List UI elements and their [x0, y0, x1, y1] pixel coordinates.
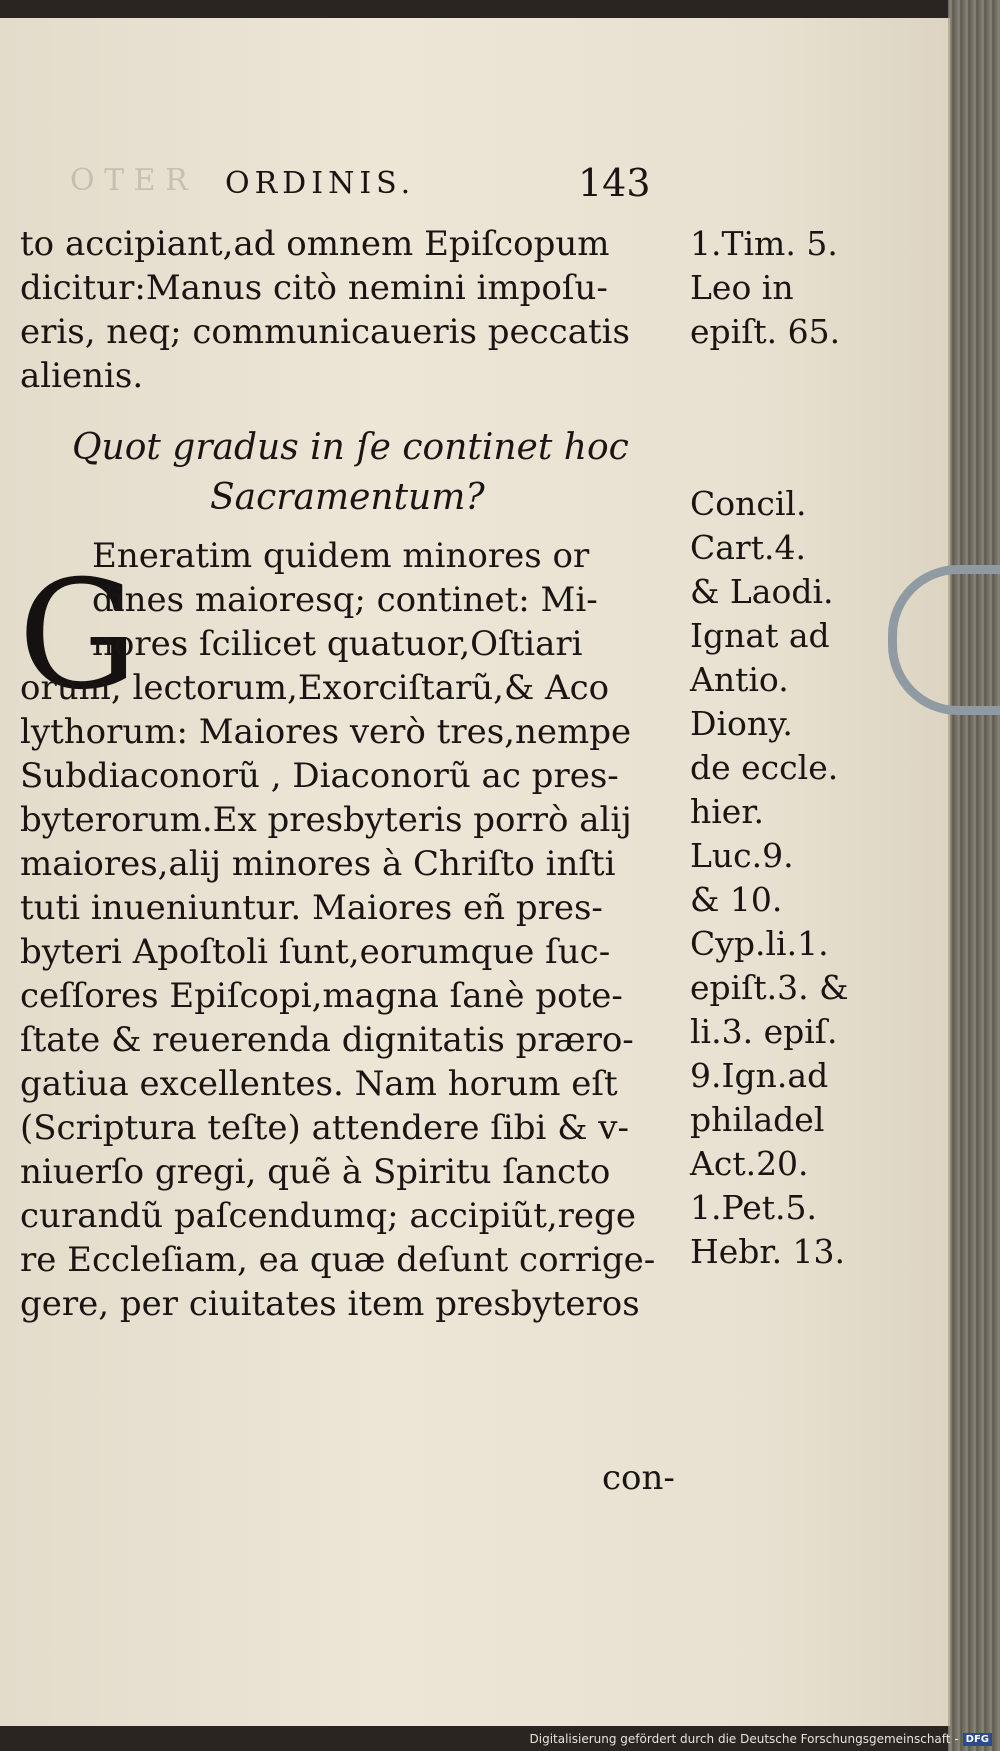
text-line: byterorum.Ex presbyteris porrò alij	[20, 800, 632, 840]
digitization-credit	[530, 1729, 993, 1749]
text-line: niuerſo gregi, quẽ à Spiritu ſancto	[20, 1152, 611, 1192]
margin-note: Diony.	[690, 704, 793, 743]
section-heading: Sacramentum?	[210, 477, 485, 518]
page-edges	[948, 0, 1000, 1751]
margin-note: Cyp.li.1.	[690, 924, 829, 963]
text-line: eris, neq; communicaueris peccatis	[20, 312, 630, 352]
page-number: 143	[578, 161, 651, 205]
running-head: ORDINIS.	[225, 166, 416, 201]
margin-note: Luc.9.	[690, 836, 794, 875]
text-line: dines maioresq; continet: Mi-	[92, 580, 598, 620]
text-line: orum, lectorum,Exorciſtarũ,& Aco	[20, 668, 610, 708]
text-line: Eneratim quidem minores or	[92, 536, 590, 576]
margin-note: de eccle.	[690, 748, 839, 787]
margin-note: & 10.	[690, 880, 783, 919]
margin-note: li.3. epiſ.	[690, 1012, 838, 1051]
margin-note: Cart.4.	[690, 528, 806, 567]
margin-note: Act.20.	[690, 1144, 809, 1183]
text-line: lythorum: Maiores verò tres,nempe	[20, 712, 632, 752]
margin-note: & Laodi.	[690, 572, 834, 611]
margin-note: hier.	[690, 792, 764, 831]
text-line: (Scriptura teſte) attendere ſibi & v-	[20, 1108, 629, 1148]
margin-note: epiſt. 65.	[690, 312, 841, 351]
text-line: tuti inueniuntur. Maiores eñ pres-	[20, 888, 603, 928]
text-line: ſtate & reuerenda dignitatis præro-	[20, 1020, 634, 1060]
margin-note: philadel	[690, 1100, 825, 1139]
show-through-text: O T E R	[70, 163, 188, 198]
catchword: con-	[602, 1458, 675, 1498]
margin-note: Ignat ad	[690, 616, 830, 655]
text-line: re Eccleſiam, ea quæ deſunt corrige-	[20, 1240, 656, 1280]
text-line: byteri Apoſtoli ſunt,eorumque ſuc-	[20, 932, 611, 972]
dfg-logo: DFG	[963, 1733, 992, 1746]
credit-text: Digitalisierung gefördert durch die Deutsche Forschungsgemeinschaft -	[529, 1732, 959, 1746]
text-line: curandũ paſcendumq; accipiũt,rege	[20, 1196, 636, 1236]
section-heading: Quot gradus in ſe continet hoc	[72, 427, 629, 468]
text-line: to accipiant,ad omnem Epiſcopum	[20, 224, 610, 264]
margin-note: 1.Pet.5.	[690, 1188, 817, 1227]
margin-note: 1.Tim. 5.	[690, 224, 838, 263]
drop-cap-initial: G	[18, 549, 138, 723]
book-page	[0, 18, 950, 1726]
text-line: nores ſcilicet quatuor,Oſtiari	[92, 624, 583, 664]
text-line: maiores,alij minores à Chriſto inſti	[20, 844, 616, 884]
text-line: gere, per ciuitates item presbyteros	[20, 1284, 640, 1324]
text-line: dicitur:Manus citò nemini impoſu-	[20, 268, 608, 308]
margin-note: epiſt.3. &	[690, 968, 849, 1007]
text-line: Subdiaconorũ , Diaconorũ ac pres-	[20, 756, 619, 796]
margin-note: Leo in	[690, 268, 794, 307]
text-line: gatiua excellentes. Nam horum eſt	[20, 1064, 618, 1104]
margin-note: Concil.	[690, 484, 807, 523]
text-line: alienis.	[20, 356, 144, 396]
margin-note: 9.Ign.ad	[690, 1056, 829, 1095]
margin-note: Antio.	[690, 660, 789, 699]
text-line: ceſſores Epiſcopi,magna ſanè pote-	[20, 976, 623, 1016]
margin-note: Hebr. 13.	[690, 1232, 846, 1271]
